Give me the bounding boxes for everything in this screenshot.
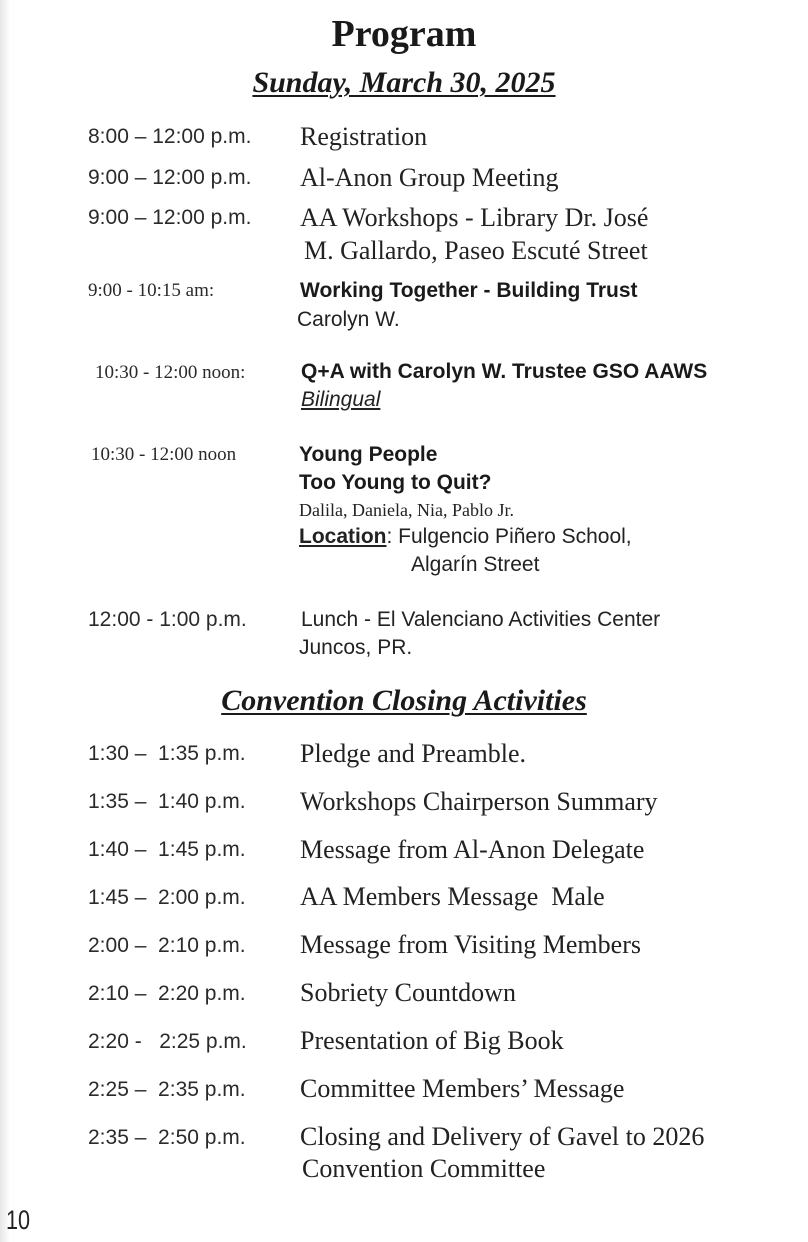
schedule-time: 9:00 - 10:15 am: bbox=[88, 280, 215, 301]
schedule-time: 2:25 – 2:35 p.m. bbox=[88, 1078, 246, 1101]
workshop-title: Young People bbox=[299, 443, 438, 466]
location-label: Location bbox=[299, 525, 387, 548]
schedule-time: 2:00 – 2:10 p.m. bbox=[88, 934, 246, 957]
schedule-event: Al-Anon Group Meeting bbox=[300, 163, 559, 192]
schedule-time: 2:10 – 2:20 p.m. bbox=[88, 982, 246, 1005]
schedule-event: AA Members Message Male bbox=[300, 882, 605, 911]
location-address: : Fulgencio Piñero School, bbox=[386, 525, 632, 548]
page-number: 10 bbox=[6, 1205, 31, 1235]
schedule-time: 1:35 – 1:40 p.m. bbox=[88, 790, 246, 813]
workshop-location bbox=[299, 523, 632, 550]
schedule-event: Presentation of Big Book bbox=[300, 1026, 564, 1055]
schedule-event-continued: Juncos, PR. bbox=[299, 636, 413, 659]
schedule-time: 10:30 - 12:00 noon bbox=[91, 444, 237, 465]
workshop-location-continued: Algarín Street bbox=[411, 553, 540, 576]
page-title: Program bbox=[331, 13, 477, 55]
workshop-title-continued: Too Young to Quit? bbox=[299, 471, 492, 494]
schedule-time: 9:00 – 12:00 p.m. bbox=[88, 206, 252, 229]
closing-heading: Convention Closing Activities bbox=[221, 684, 587, 717]
workshop-speakers: Dalila, Daniela, Nia, Pablo Jr. bbox=[299, 500, 514, 520]
workshop-note: Bilingual bbox=[301, 388, 381, 411]
schedule-event: Committee Members’ Message bbox=[300, 1074, 625, 1103]
workshop-title: Working Together - Building Trust bbox=[300, 279, 638, 302]
schedule-time: 2:35 – 2:50 p.m. bbox=[88, 1126, 246, 1149]
schedule-time: 1:40 – 1:45 p.m. bbox=[88, 838, 246, 861]
schedule-event: AA Workshops - Library Dr. José bbox=[300, 203, 649, 232]
schedule-event: Message from Visiting Members bbox=[300, 930, 641, 959]
schedule-event: Registration bbox=[300, 122, 428, 151]
schedule-time: 10:30 - 12:00 noon: bbox=[95, 362, 246, 383]
schedule-event-continued: M. Gallardo, Paseo Escuté Street bbox=[304, 236, 648, 265]
schedule-event: Lunch - El Valenciano Activities Center bbox=[301, 608, 661, 631]
schedule-time: 1:30 – 1:35 p.m. bbox=[88, 742, 246, 765]
workshop-speaker: Carolyn W. bbox=[297, 308, 400, 331]
workshop-title: Q+A with Carolyn W. Trustee GSO AAWS bbox=[301, 360, 708, 383]
schedule-event: Message from Al-Anon Delegate bbox=[300, 835, 645, 864]
schedule-time: 8:00 – 12:00 p.m. bbox=[88, 125, 252, 148]
schedule-event-continued: Convention Committee bbox=[302, 1154, 546, 1183]
schedule-event: Closing and Delivery of Gavel to 2026 bbox=[300, 1122, 705, 1151]
schedule-event: Pledge and Preamble. bbox=[300, 739, 526, 768]
schedule-time: 12:00 - 1:00 p.m. bbox=[88, 608, 247, 631]
schedule-time: 2:20 - 2:25 p.m. bbox=[88, 1030, 247, 1053]
schedule-event: Sobriety Countdown bbox=[300, 978, 516, 1007]
page-edge-shadow bbox=[0, 0, 10, 1242]
date-heading: Sunday, March 30, 2025 bbox=[252, 66, 556, 99]
schedule-event: Workshops Chairperson Summary bbox=[300, 787, 658, 816]
schedule-time: 9:00 – 12:00 p.m. bbox=[88, 166, 252, 189]
schedule-time: 1:45 – 2:00 p.m. bbox=[88, 886, 246, 909]
